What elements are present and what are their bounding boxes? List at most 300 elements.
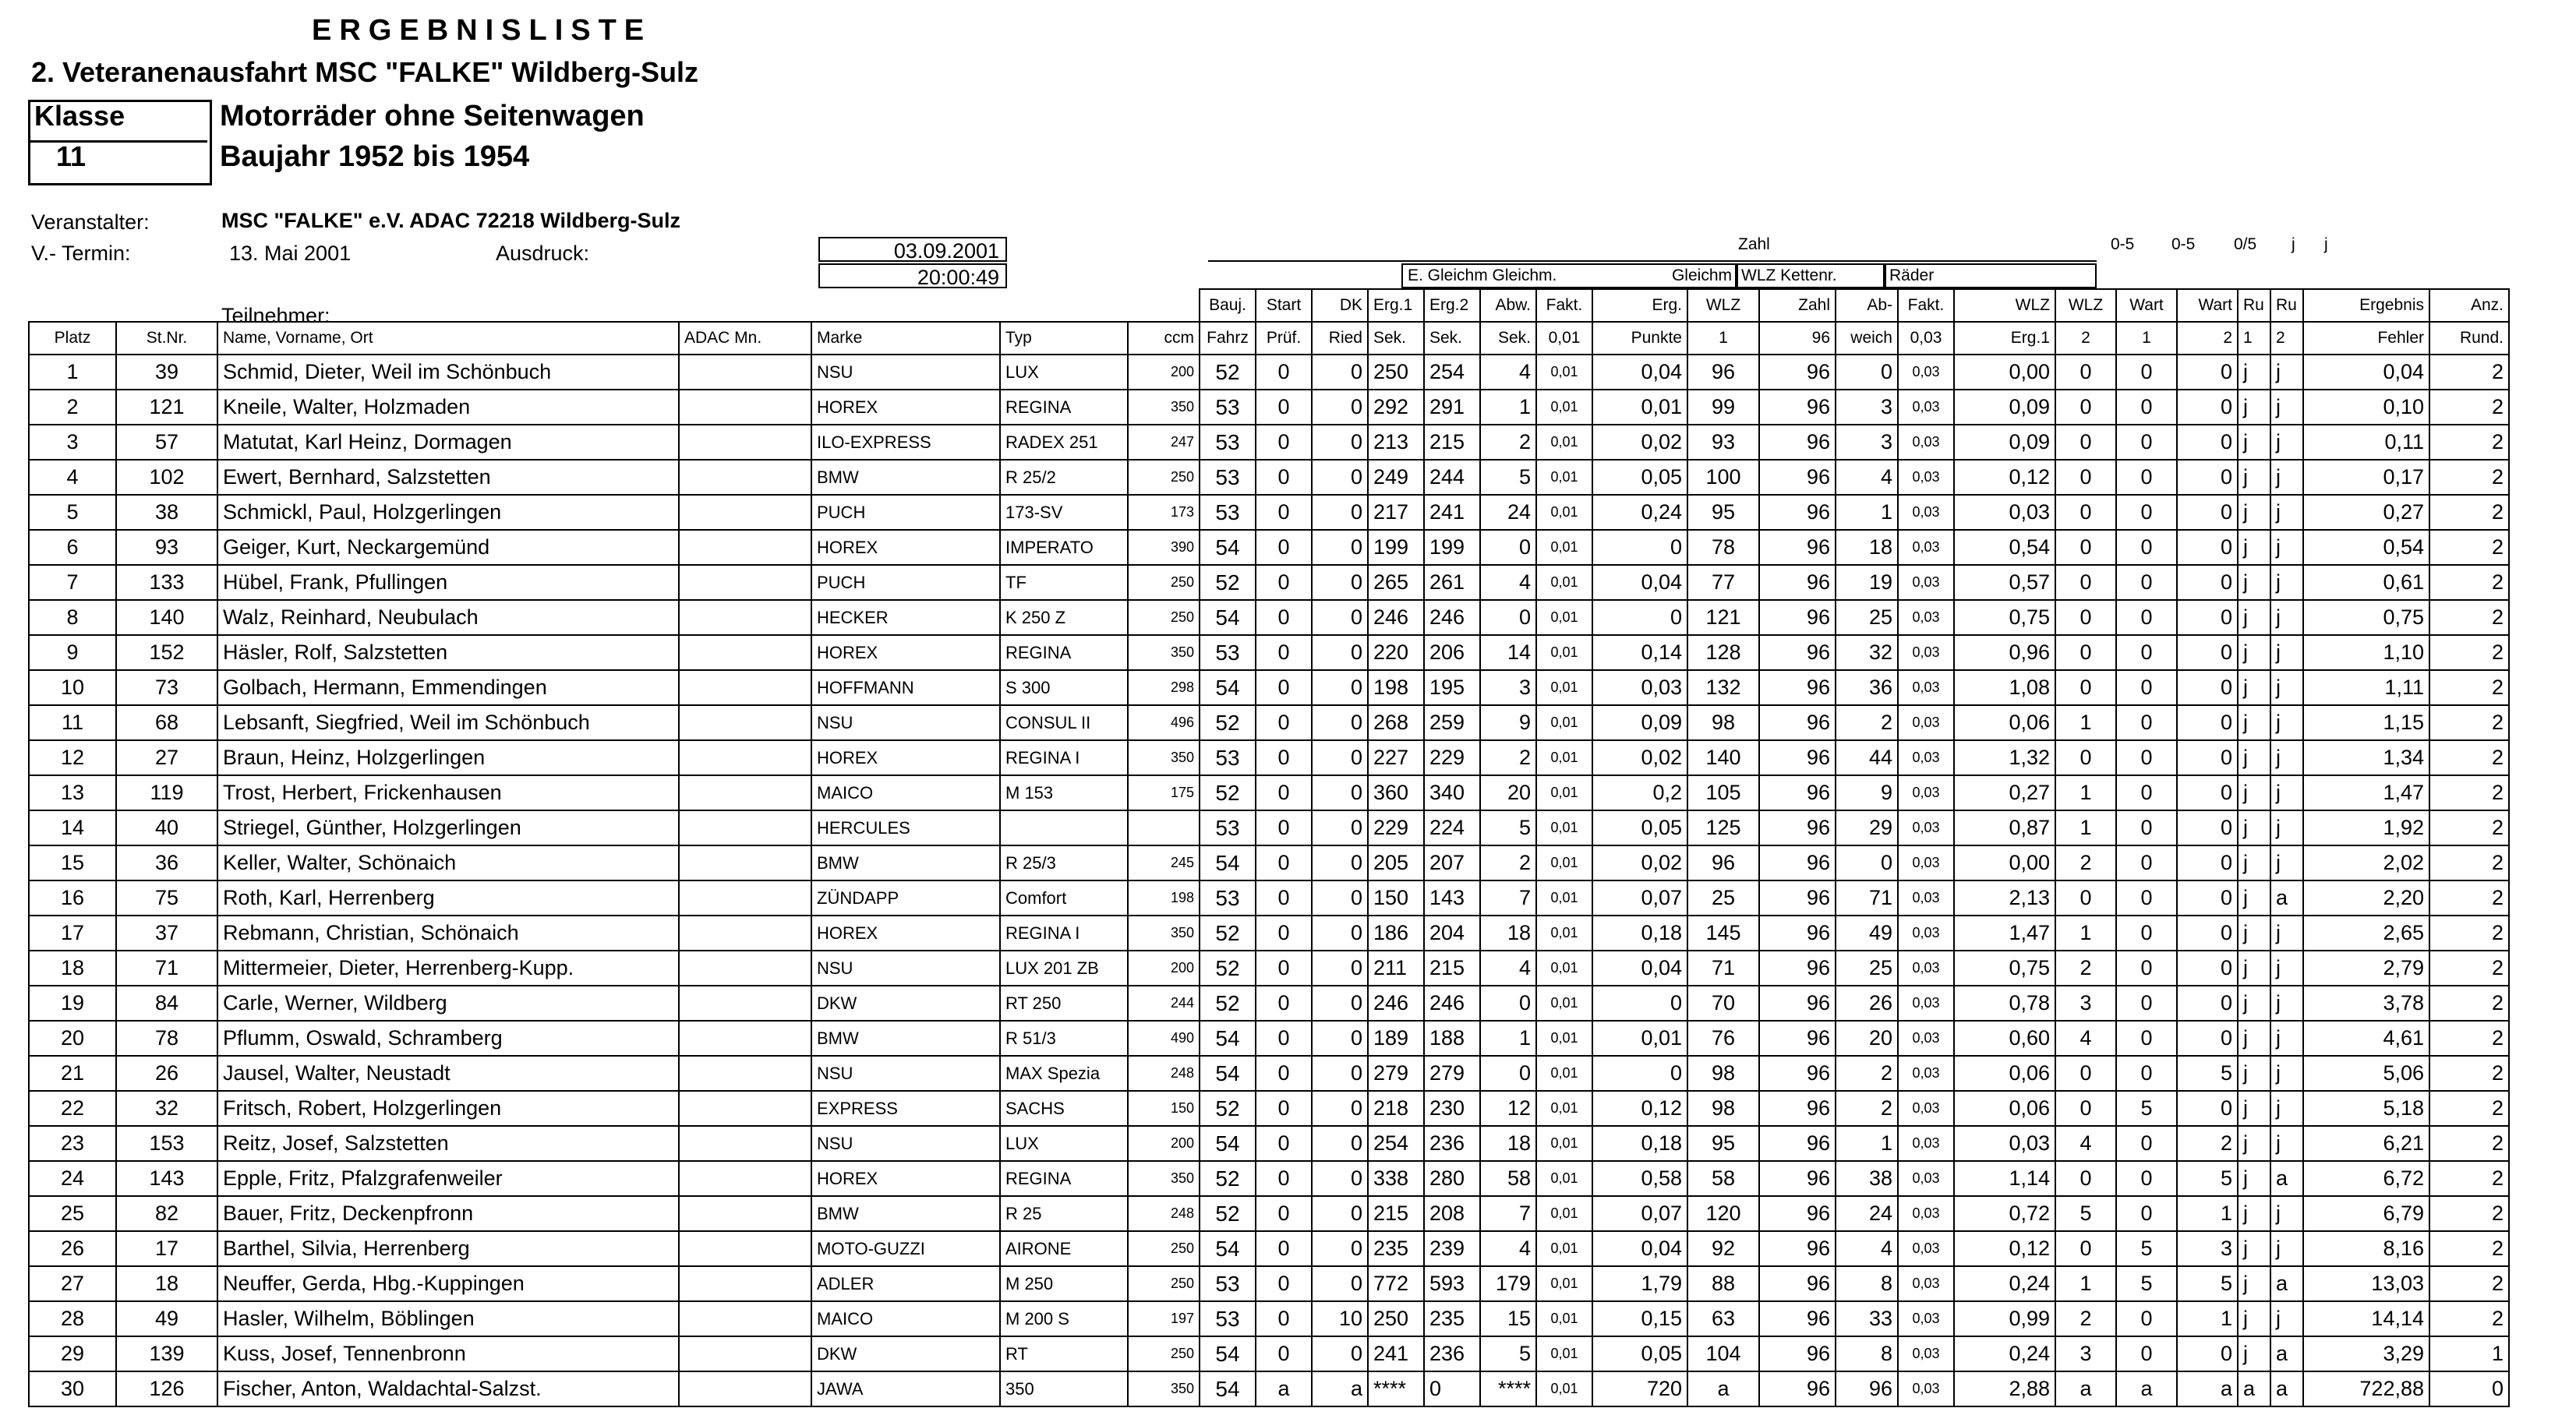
cell-wlz-erg1: 0,00	[1954, 355, 2055, 390]
cell-startnr: 68	[116, 705, 217, 740]
cell-erg1: 198	[1368, 670, 1424, 705]
cell-adac	[679, 986, 811, 1021]
cell-anz: 2	[2429, 775, 2509, 810]
cell-wlz2: a	[2055, 1371, 2116, 1406]
cell-abweich: 25	[1836, 600, 1898, 635]
cell-adac	[679, 565, 811, 600]
cell-typ: R 51/3	[1000, 1021, 1128, 1056]
raeder-group-header: Räder	[1885, 263, 2097, 288]
cell-startnr: 49	[116, 1301, 217, 1336]
cell-ccm: 250	[1128, 1266, 1200, 1301]
cell-start: a	[1256, 1371, 1312, 1406]
cell-wart1: 0	[2116, 1336, 2177, 1371]
cell-baujahr: 53	[1200, 810, 1256, 845]
cell-wart1: 0	[2116, 951, 2177, 986]
cell-erg: 0,07	[1592, 880, 1687, 916]
cell-platz: 26	[29, 1231, 116, 1266]
cell-wart1: 0	[2116, 740, 2177, 775]
cell-baujahr: 54	[1200, 600, 1256, 635]
cell-wlz1: 70	[1687, 986, 1759, 1021]
cell-typ: 173-SV	[1000, 495, 1128, 530]
cell-marke: BMW	[811, 1196, 1000, 1231]
cell-abw: 0	[1480, 1056, 1536, 1091]
cell-dk: 0	[1312, 810, 1368, 845]
cell-wart1: 0	[2116, 845, 2177, 880]
cell-fakt2: 0,03	[1898, 1196, 1954, 1231]
cell-abw: 7	[1480, 880, 1536, 916]
cell-erg: 0,04	[1592, 1231, 1687, 1266]
cell-wlz-erg1: 0,99	[1954, 1301, 2055, 1336]
cell-erg1: 218	[1368, 1091, 1424, 1126]
cell-erg2: 195	[1424, 670, 1480, 705]
cell-ru2: j	[2270, 775, 2303, 810]
cell-typ: REGINA I	[1000, 916, 1128, 951]
cell-wlz1: 95	[1687, 1126, 1759, 1161]
cell-startnr: 139	[116, 1336, 217, 1371]
cell-zahl: 96	[1759, 1371, 1836, 1406]
cell-ccm: 197	[1128, 1301, 1200, 1336]
cell-fakt: 0,01	[1536, 951, 1592, 986]
cell-fakt: 0,01	[1536, 1266, 1592, 1301]
cell-abw: 15	[1480, 1301, 1536, 1336]
cell-erg: 0,24	[1592, 495, 1687, 530]
cell-wart2: 3	[2177, 1231, 2238, 1266]
cell-fakt: 0,01	[1536, 845, 1592, 880]
cell-fakt2: 0,03	[1898, 425, 1954, 460]
cell-anz: 2	[2429, 986, 2509, 1021]
cell-name: Carle, Werner, Wildberg	[217, 986, 679, 1021]
cell-ccm: 150	[1128, 1091, 1200, 1126]
cell-wlz2: 1	[2055, 810, 2116, 845]
cell-ccm: 250	[1128, 460, 1200, 495]
cell-baujahr: 52	[1200, 355, 1256, 390]
cell-startnr: 39	[116, 355, 217, 390]
cell-erg1: 241	[1368, 1336, 1424, 1371]
cell-dk: 0	[1312, 355, 1368, 390]
cell-fakt2: 0,03	[1898, 705, 1954, 740]
cell-marke: HECKER	[811, 600, 1000, 635]
cell-wart2: 0	[2177, 986, 2238, 1021]
cell-wlz2: 1	[2055, 775, 2116, 810]
cell-wlz2: 0	[2055, 390, 2116, 425]
cell-wlz2: 3	[2055, 986, 2116, 1021]
cell-adac	[679, 810, 811, 845]
range-label-1: 0-5	[2111, 235, 2135, 253]
cell-wart1: 0	[2116, 1196, 2177, 1231]
cell-erg: 0,14	[1592, 635, 1687, 670]
cell-fakt2: 0,03	[1898, 565, 1954, 600]
cell-adac	[679, 1161, 811, 1196]
cell-start: 0	[1256, 425, 1312, 460]
cell-abweich: 3	[1836, 425, 1898, 460]
cell-abw: 24	[1480, 495, 1536, 530]
print-date: 03.09.2001	[818, 237, 1007, 262]
cell-abw: 2	[1480, 845, 1536, 880]
cell-erg1: 227	[1368, 740, 1424, 775]
cell-fakt2: 0,03	[1898, 880, 1954, 916]
header-abweich: weich	[1836, 322, 1898, 355]
header-adac: ADAC Mn.	[679, 322, 811, 355]
cell-ru2: j	[2270, 670, 2303, 705]
cell-ergebnis: 0,61	[2303, 565, 2429, 600]
cell-wart2: 5	[2177, 1161, 2238, 1196]
cell-wlz1: 92	[1687, 1231, 1759, 1266]
cell-baujahr: 53	[1200, 1266, 1256, 1301]
cell-erg2: 279	[1424, 1056, 1480, 1091]
cell-erg1: 268	[1368, 705, 1424, 740]
cell-wlz1: 96	[1687, 845, 1759, 880]
cell-abweich: 2	[1836, 1056, 1898, 1091]
header-wlz2: 2	[2055, 322, 2116, 355]
cell-name: Reitz, Josef, Salzstetten	[217, 1126, 679, 1161]
cell-abw: 2	[1480, 740, 1536, 775]
cell-adac	[679, 1126, 811, 1161]
cell-erg2: 280	[1424, 1161, 1480, 1196]
cell-startnr: 133	[116, 565, 217, 600]
cell-platz: 24	[29, 1161, 116, 1196]
cell-typ: IMPERATO	[1000, 530, 1128, 565]
cell-erg: 720	[1592, 1371, 1687, 1406]
header-dk: Ried	[1312, 322, 1368, 355]
cell-dk: 0	[1312, 1231, 1368, 1266]
cell-wlz-erg1: 0,09	[1954, 390, 2055, 425]
cell-wart1: 0	[2116, 670, 2177, 705]
cell-erg2: 207	[1424, 845, 1480, 880]
cell-ru2: j	[2270, 425, 2303, 460]
cell-dk: 0	[1312, 740, 1368, 775]
cell-wart2: 0	[2177, 845, 2238, 880]
header-wart1: Wart	[2116, 289, 2177, 322]
cell-erg1: 186	[1368, 916, 1424, 951]
cell-ru1: j	[2238, 740, 2270, 775]
cell-adac	[679, 1371, 811, 1406]
cell-dk: 0	[1312, 1056, 1368, 1091]
cell-ccm: 200	[1128, 1126, 1200, 1161]
cell-fakt: 0,01	[1536, 1231, 1592, 1266]
cell-wart1: 0	[2116, 1301, 2177, 1336]
cell-anz: 2	[2429, 600, 2509, 635]
cell-wlz2: 0	[2055, 425, 2116, 460]
cell-erg1: 217	[1368, 495, 1424, 530]
cell-platz: 21	[29, 1056, 116, 1091]
cell-erg: 0,01	[1592, 1021, 1687, 1056]
cell-wlz-erg1: 0,03	[1954, 495, 2055, 530]
header-ergebnis: Ergebnis	[2303, 289, 2429, 322]
klasse-number: 11	[56, 140, 87, 172]
cell-adac	[679, 1336, 811, 1371]
cell-erg: 0,02	[1592, 740, 1687, 775]
cell-anz: 2	[2429, 1196, 2509, 1231]
cell-marke: MAICO	[811, 1301, 1000, 1336]
cell-adac	[679, 880, 811, 916]
cell-wart1: 0	[2116, 1021, 2177, 1056]
group-header-rule	[1208, 260, 2097, 262]
cell-wlz1: 98	[1687, 1056, 1759, 1091]
cell-baujahr: 52	[1200, 775, 1256, 810]
cell-typ: R 25/3	[1000, 845, 1128, 880]
cell-anz: 0	[2429, 1371, 2509, 1406]
cell-wart2: 0	[2177, 600, 2238, 635]
cell-wart1: 0	[2116, 880, 2177, 916]
cell-wart1: 5	[2116, 1091, 2177, 1126]
cell-ergebnis: 1,11	[2303, 670, 2429, 705]
cell-wlz-erg1: 0,00	[1954, 845, 2055, 880]
cell-adac	[679, 600, 811, 635]
cell-name: Roth, Karl, Herrenberg	[217, 880, 679, 916]
cell-wlz-erg1: 0,72	[1954, 1196, 2055, 1231]
cell-ru1: j	[2238, 530, 2270, 565]
cell-wlz1: 98	[1687, 1091, 1759, 1126]
cell-typ: M 250	[1000, 1266, 1128, 1301]
cell-wlz2: 0	[2055, 740, 2116, 775]
cell-erg2: 291	[1424, 390, 1480, 425]
cell-erg1: 360	[1368, 775, 1424, 810]
cell-fakt: 0,01	[1536, 495, 1592, 530]
table-header-row	[29, 289, 2509, 322]
cell-platz: 22	[29, 1091, 116, 1126]
table-row	[29, 355, 2509, 390]
cell-name: Pflumm, Oswald, Schramberg	[217, 1021, 679, 1056]
ausdruck-label: Ausdruck:	[496, 242, 590, 265]
cell-wlz-erg1: 0,09	[1954, 425, 2055, 460]
header-platz: Platz	[29, 322, 116, 355]
cell-wart1: 0	[2116, 705, 2177, 740]
cell-wlz1: 125	[1687, 810, 1759, 845]
cell-ru1: j	[2238, 390, 2270, 425]
table-header-row	[29, 322, 2509, 355]
cell-platz: 15	[29, 845, 116, 880]
cell-platz: 29	[29, 1336, 116, 1371]
cell-ru2: j	[2270, 1301, 2303, 1336]
cell-fakt2: 0,03	[1898, 951, 1954, 986]
cell-abw: 4	[1480, 355, 1536, 390]
table-row	[29, 600, 2509, 635]
header-start: Start	[1256, 289, 1312, 322]
teilnehmer-label: Teilnehmer:	[221, 304, 330, 327]
table-row	[29, 880, 2509, 916]
cell-ccm: 244	[1128, 986, 1200, 1021]
cell-anz: 2	[2429, 1021, 2509, 1056]
cell-start: 0	[1256, 740, 1312, 775]
cell-ru1: j	[2238, 986, 2270, 1021]
cell-wart2: 0	[2177, 355, 2238, 390]
cell-ccm: 350	[1128, 1371, 1200, 1406]
cell-wlz1: 132	[1687, 670, 1759, 705]
cell-wart2: 1	[2177, 1196, 2238, 1231]
cell-name: Bauer, Fritz, Deckenpfronn	[217, 1196, 679, 1231]
cell-startnr: 140	[116, 600, 217, 635]
cell-ru1: j	[2238, 495, 2270, 530]
table-row	[29, 951, 2509, 986]
cell-fakt2: 0,03	[1898, 1056, 1954, 1091]
cell-wlz2: 0	[2055, 355, 2116, 390]
cell-typ: RT 250	[1000, 986, 1128, 1021]
cell-wart2: 0	[2177, 705, 2238, 740]
cell-name: Jausel, Walter, Neustadt	[217, 1056, 679, 1091]
header-startnr: St.Nr.	[116, 322, 217, 355]
cell-startnr: 121	[116, 390, 217, 425]
cell-start: 0	[1256, 495, 1312, 530]
cell-wlz2: 2	[2055, 1301, 2116, 1336]
cell-abweich: 32	[1836, 635, 1898, 670]
cell-ergebnis: 2,02	[2303, 845, 2429, 880]
cell-wlz2: 0	[2055, 1056, 2116, 1091]
cell-platz: 10	[29, 670, 116, 705]
cell-wart1: 0	[2116, 775, 2177, 810]
cell-erg1: 250	[1368, 1301, 1424, 1336]
cell-anz: 2	[2429, 1091, 2509, 1126]
cell-marke: ZÜNDAPP	[811, 880, 1000, 916]
table-row	[29, 1091, 2509, 1126]
cell-adac	[679, 775, 811, 810]
cell-erg1: 211	[1368, 951, 1424, 986]
cell-name: Hübel, Frank, Pfullingen	[217, 565, 679, 600]
cell-anz: 2	[2429, 810, 2509, 845]
cell-baujahr: 53	[1200, 425, 1256, 460]
cell-fakt: 0,01	[1536, 1021, 1592, 1056]
cell-platz: 19	[29, 986, 116, 1021]
cell-abw: 7	[1480, 1196, 1536, 1231]
cell-wart2: 0	[2177, 1021, 2238, 1056]
cell-fakt2: 0,03	[1898, 1091, 1954, 1126]
header-marke: Marke	[811, 322, 1000, 355]
cell-anz: 2	[2429, 355, 2509, 390]
cell-wlz1: 128	[1687, 635, 1759, 670]
cell-anz: 1	[2429, 1336, 2509, 1371]
cell-ru2: j	[2270, 530, 2303, 565]
cell-adac	[679, 1091, 811, 1126]
cell-ergebnis: 0,17	[2303, 460, 2429, 495]
gleichm-erg-group-label: Gleichm	[1671, 266, 1732, 284]
cell-erg2: 246	[1424, 986, 1480, 1021]
cell-typ: K 250 Z	[1000, 600, 1128, 635]
cell-name: Trost, Herbert, Frickenhausen	[217, 775, 679, 810]
cell-fakt: 0,01	[1536, 565, 1592, 600]
cell-wlz1: 71	[1687, 951, 1759, 986]
cell-startnr: 38	[116, 495, 217, 530]
cell-platz: 30	[29, 1371, 116, 1406]
cell-ergebnis: 722,88	[2303, 1371, 2429, 1406]
cell-ru2: a	[2270, 880, 2303, 916]
cell-erg2: 208	[1424, 1196, 1480, 1231]
cell-ru1: j	[2238, 1021, 2270, 1056]
cell-wlz1: 63	[1687, 1301, 1759, 1336]
cell-abw: 20	[1480, 775, 1536, 810]
cell-erg1: 235	[1368, 1231, 1424, 1266]
cell-erg1: 279	[1368, 1056, 1424, 1091]
cell-startnr: 26	[116, 1056, 217, 1091]
cell-zahl: 96	[1759, 635, 1836, 670]
cell-wlz1: 145	[1687, 916, 1759, 951]
cell-wlz-erg1: 0,24	[1954, 1336, 2055, 1371]
cell-baujahr: 54	[1200, 845, 1256, 880]
cell-zahl: 96	[1759, 1126, 1836, 1161]
cell-zahl: 96	[1759, 390, 1836, 425]
cell-fakt2: 0,03	[1898, 390, 1954, 425]
cell-erg2: 188	[1424, 1021, 1480, 1056]
cell-wlz2: 0	[2055, 635, 2116, 670]
cell-ccm: 490	[1128, 1021, 1200, 1056]
cell-erg1: 292	[1368, 390, 1424, 425]
cell-start: 0	[1256, 1196, 1312, 1231]
cell-start: 0	[1256, 1231, 1312, 1266]
cell-marke: PUCH	[811, 495, 1000, 530]
cell-ru1: j	[2238, 635, 2270, 670]
cell-abweich: 3	[1836, 390, 1898, 425]
cell-wlz2: 1	[2055, 705, 2116, 740]
cell-ru1: j	[2238, 1231, 2270, 1266]
cell-fakt: 0,01	[1536, 1371, 1592, 1406]
cell-ergebnis: 6,21	[2303, 1126, 2429, 1161]
cell-wart2: 0	[2177, 635, 2238, 670]
table-row	[29, 1231, 2509, 1266]
cell-ru1: j	[2238, 1301, 2270, 1336]
header-erg: Erg.	[1592, 289, 1687, 322]
cell-abw: 18	[1480, 916, 1536, 951]
gleichm-group-header	[1401, 263, 1737, 288]
header-erg2: Sek.	[1424, 322, 1480, 355]
header-wlz2: WLZ	[2055, 289, 2116, 322]
cell-wlz-erg1: 1,32	[1954, 740, 2055, 775]
cell-baujahr: 52	[1200, 705, 1256, 740]
cell-ergebnis: 1,34	[2303, 740, 2429, 775]
header-typ	[1000, 289, 1128, 322]
header-wart2: Wart	[2177, 289, 2238, 322]
cell-ergebnis: 0,10	[2303, 390, 2429, 425]
cell-ccm: 298	[1128, 670, 1200, 705]
cell-start: 0	[1256, 1161, 1312, 1196]
cell-ergebnis: 1,92	[2303, 810, 2429, 845]
cell-name: Fritsch, Robert, Holzgerlingen	[217, 1091, 679, 1126]
cell-anz: 2	[2429, 530, 2509, 565]
cell-ru2: j	[2270, 460, 2303, 495]
cell-ccm: 250	[1128, 1336, 1200, 1371]
cell-anz: 2	[2429, 670, 2509, 705]
cell-start: 0	[1256, 845, 1312, 880]
cell-ru1: j	[2238, 1126, 2270, 1161]
cell-wlz1: 121	[1687, 600, 1759, 635]
cell-wart1: 0	[2116, 355, 2177, 390]
cell-erg: 0	[1592, 600, 1687, 635]
cell-baujahr: 52	[1200, 1196, 1256, 1231]
cell-start: 0	[1256, 1336, 1312, 1371]
cell-fakt: 0,01	[1536, 530, 1592, 565]
cell-abweich: 33	[1836, 1301, 1898, 1336]
cell-erg: 0,04	[1592, 565, 1687, 600]
cell-ru1: j	[2238, 845, 2270, 880]
cell-marke: DKW	[811, 1336, 1000, 1371]
cell-start: 0	[1256, 565, 1312, 600]
cell-abw: 0	[1480, 986, 1536, 1021]
header-zahl: 96	[1759, 322, 1836, 355]
cell-ru1: j	[2238, 775, 2270, 810]
cell-wart1: 0	[2116, 565, 2177, 600]
cell-abweich: 2	[1836, 1091, 1898, 1126]
cell-abw: ****	[1480, 1371, 1536, 1406]
cell-name: Kuss, Josef, Tennenbronn	[217, 1336, 679, 1371]
header-ru1: Ru	[2238, 289, 2270, 322]
page-title: ERGEBNISLISTE	[312, 14, 652, 47]
cell-baujahr: 53	[1200, 1301, 1256, 1336]
cell-ergebnis: 6,72	[2303, 1161, 2429, 1196]
cell-baujahr: 54	[1200, 530, 1256, 565]
cell-wlz2: 0	[2055, 1161, 2116, 1196]
cell-marke: HOREX	[811, 530, 1000, 565]
cell-erg1: 254	[1368, 1126, 1424, 1161]
cell-erg1: 205	[1368, 845, 1424, 880]
cell-abw: 4	[1480, 951, 1536, 986]
cell-abweich: 8	[1836, 1266, 1898, 1301]
